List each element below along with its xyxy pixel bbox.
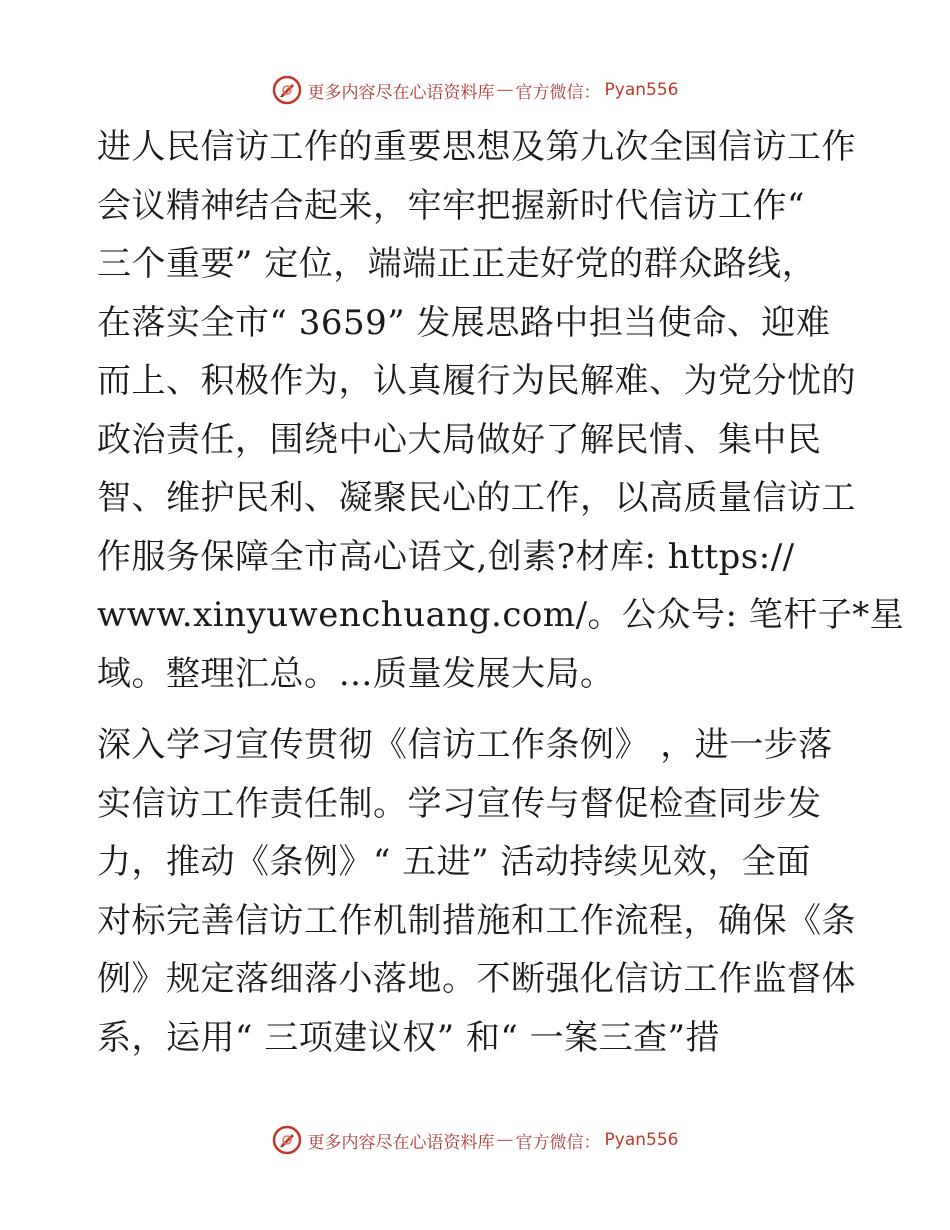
brand-logo-icon (272, 1125, 302, 1155)
text-line: 政治责任，围绕中心大局做好了解民情、集中民 (97, 419, 822, 460)
body-paragraph (97, 716, 857, 1067)
text-line: 对标完善信访工作机制措施和工作流程，确保《条 (97, 900, 856, 941)
text-line: 域。整理汇总。…质量发展大局。 (97, 653, 615, 694)
banner-brand-text: 更多内容尽在心语资料库 (307, 1132, 495, 1153)
text-line: 进人民信访工作的重要思想及第九次全国信访工作 (97, 127, 856, 167)
header-banner (0, 70, 950, 110)
text-line: 作服务保障全市高心语文,创素?材库: https:// (97, 536, 795, 577)
text-line: www.xinyuwenchuang.com/。公众号: 笔杆子*星 (97, 595, 905, 635)
body-paragraph (97, 118, 905, 703)
banner-separator: — (496, 80, 514, 100)
text-line: 会议精神结合起来，牢牢把握新时代信访工作“ (97, 185, 805, 226)
text-line: 系，运用“ 三项建议权” 和“ 一案三查”措 (97, 1017, 720, 1058)
text-line: 例》规定落细落小落地。不断强化信访工作监督体 (97, 959, 856, 999)
text-line: 三个重要” 定位，端端正正走好党的群众路线， (97, 244, 817, 284)
banner-wechat-id: Pyan556 (604, 1130, 679, 1150)
footer-banner (0, 1120, 950, 1160)
text-line: 深入学习宣传贯彻《信访工作条例》 ，进一步落 (97, 725, 833, 765)
banner-separator: — (496, 1130, 514, 1150)
brand-logo-icon (272, 75, 302, 105)
text-line: 力，推动《条例》“ 五进” 活动持续见效，全面 (97, 842, 811, 882)
text-line: 智、维护民利、凝聚民心的工作，以高质量信访工 (97, 478, 856, 518)
text-line: 实信访工作责任制。学习宣传与督促检查同步发 (97, 783, 822, 824)
text-line: 在落实全市“ 3659” 发展思路中担当使命、迎难 (97, 302, 831, 343)
banner-brand-text: 更多内容尽在心语资料库 (307, 82, 495, 103)
banner-wechat-label: 官方微信： (515, 82, 601, 103)
text-line: 而上、积极作为，认真履行为民解难、为党分忧的 (97, 361, 856, 401)
banner-wechat-label: 官方微信： (515, 1132, 601, 1153)
banner-wechat-id: Pyan556 (604, 80, 679, 100)
